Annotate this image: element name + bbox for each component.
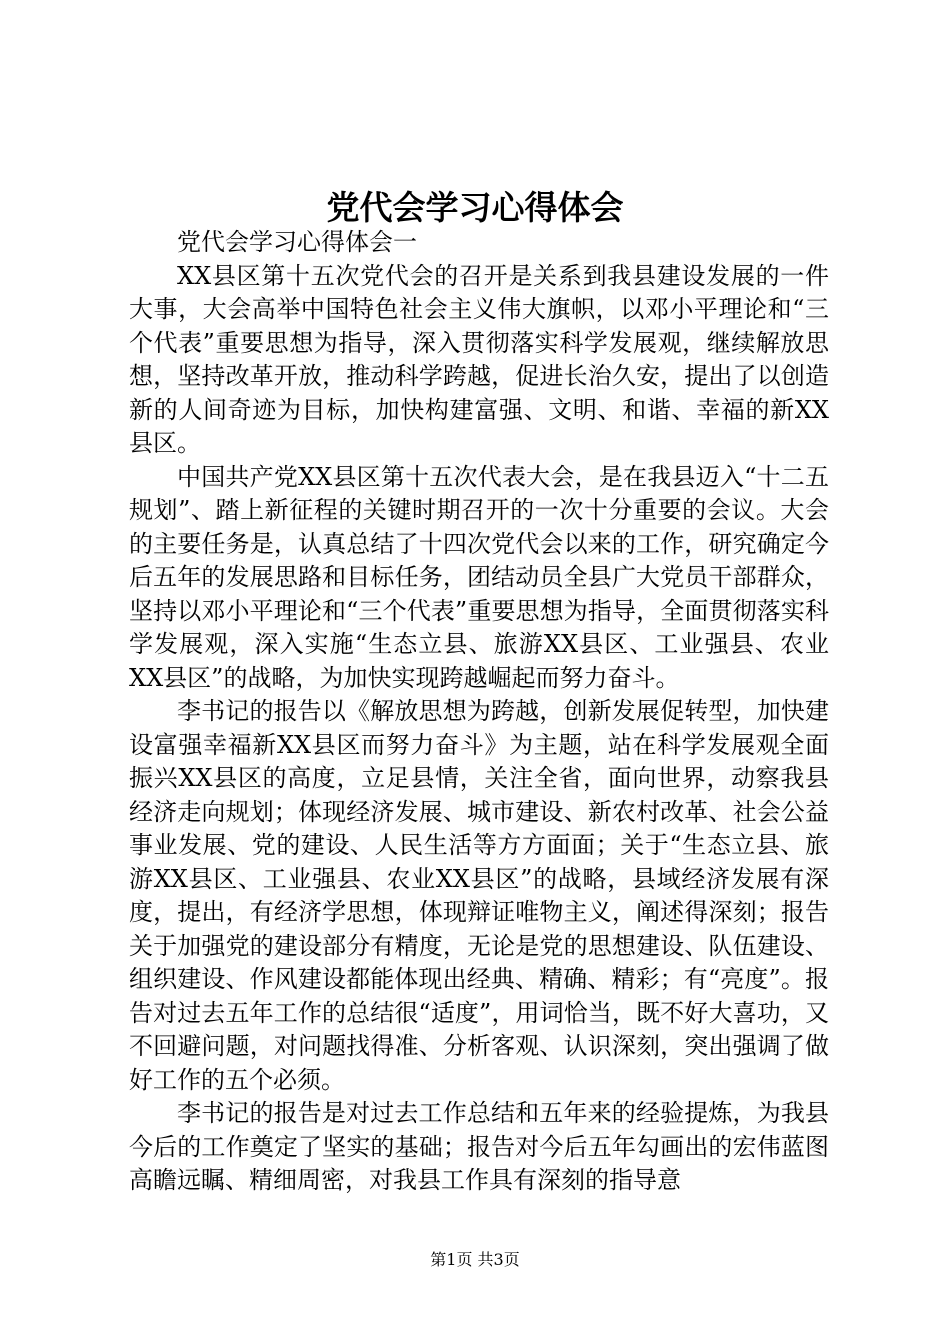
paragraph-4: 李书记的报告是对过去工作总结和五年来的经验提炼，为我县今后的工作奠定了坚实的基础；报告对今后五年勾画出的宏伟蓝图高瞻远瞩、精细周密，对我县工作具有深刻的指导意 (129, 1099, 829, 1194)
paragraph-2: 中国共产党XX县区第十五次代表大会，是在我县迈入“十二五规划”、踏上新征程的关键时期召开的一次十分重要的会议。大会的主要任务是，认真总结了十四次党代会以来的工作，研究确定今后五年的发展思路和目标任务，团结动员全县广大党员干部群众，坚持以邓小平理论和“三个代表”重要思想为指导，全面贯彻落实科学发展观，深入实施“生态立县、旅游XX县区、工业强县、农业XX县区”的战略，为加快实现跨越崛起而努力奋斗。 (129, 462, 829, 692)
paragraph-3: 李书记的报告以《解放思想为跨越，创新发展促转型，加快建设富强幸福新XX县区而努力奋斗》为主题，站在科学发展观全面振兴XX县区的高度，立足县情，关注全省，面向世界，动察我县经济走向规划；体现经济发展、城市建设、新农村改革、社会公益事业发展、党的建设、人民生活等方方面面；关于“生态立县、旅游XX县区、工业强县、农业XX县区”的战略，县域经济发展有深度，提出，有经济学思想，体现辩证唯物主义，阐述得深刻；报告关于加强党的建设部分有精度，无论是党的思想建设、队伍建设、组织建设、作风建设都能体现出经典、精确、精彩；有“亮度”。报告对过去五年工作的总结很“适度”，用词恰当，既不好大喜功，又不回避问题，对问题找得准、分析客观、认识深刻，突出强调了做好工作的五个必须。 (129, 697, 829, 1094)
page-number-footer: 第1页 共3页 (430, 1250, 520, 1269)
section-heading: 党代会学习心得体会一 (177, 228, 417, 256)
paragraph-1: XX县区第十五次党代会的召开是关系到我县建设发展的一件大事，大会高举中国特色社会主义伟大旗帜，以邓小平理论和“三个代表”重要思想为指导，深入贯彻落实科学发展观，继续解放思想，坚持改革开放，推动科学跨越，促进长治久安，提出了以创造新的人间奇迹为目标，加快构建富强、文明、和谐、幸福的新XX县区。 (129, 261, 829, 457)
document-title: 党代会学习心得体会 (326, 188, 624, 227)
document-body (129, 226, 829, 1198)
